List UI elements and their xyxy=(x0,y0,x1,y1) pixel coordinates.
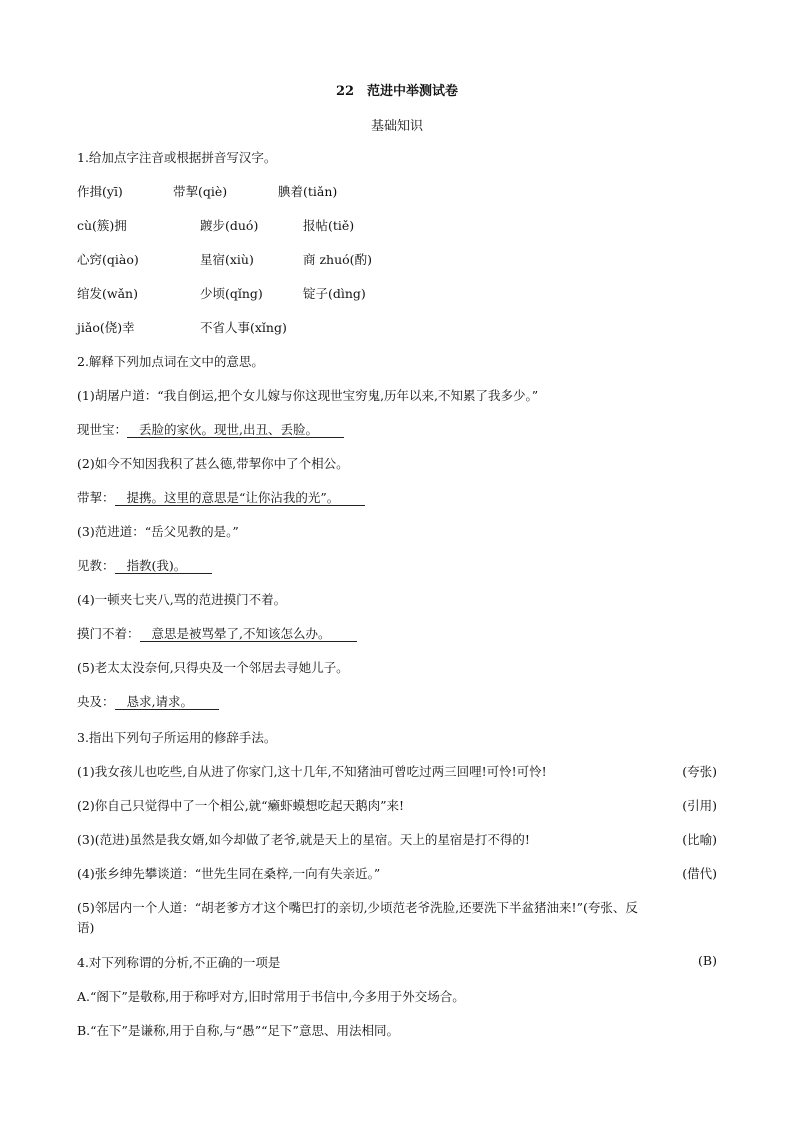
pinyin-item: cù(簇)拥 xyxy=(77,218,127,233)
question-1-stem: 1.给加点字注音或根据拼音写汉字。 xyxy=(77,150,277,165)
q2-answer-line xyxy=(77,488,365,506)
q2-answer: 恳求,请求。 xyxy=(115,694,219,710)
pinyin-item: 星宿(xiù) xyxy=(200,252,254,267)
q2-sentence: (5)老太太没奈何,只得央及一个邻居去寻她儿子。 xyxy=(77,660,349,675)
section-heading: 基础知识 xyxy=(370,119,423,134)
question-2-stem: 2.解释下列加点词在文中的意思。 xyxy=(77,354,264,369)
pinyin-item: 踱步(duó) xyxy=(200,218,259,233)
pinyin-item: 少顷(qǐng) xyxy=(200,286,263,301)
q3-sentence: (4)张乡绅先攀谈道：“世先生同在桑梓,一向有失亲近。” xyxy=(77,866,381,881)
q2-answer-line xyxy=(77,624,357,642)
pinyin-item: 腆着(tiǎn) xyxy=(278,184,338,199)
q2-answer-line xyxy=(77,692,219,710)
q2-term: 现世宝： xyxy=(77,422,128,437)
pinyin-item: 心窍(qiào) xyxy=(77,252,139,267)
pinyin-item: 作揖(yī) xyxy=(77,184,123,199)
q2-answer: 意思是被骂晕了,不知该怎么办。 xyxy=(140,626,357,642)
q2-answer-line xyxy=(77,556,212,574)
q3-sentence: (2)你自己只觉得中了一个相公,就“癞虾蟆想吃起天鹅肉”来! xyxy=(77,798,404,813)
q4-option: A.“阁下”是敬称,用于称呼对方,旧时常用于书信中,今多用于外交场合。 xyxy=(77,989,465,1004)
q2-term: 摸门不着： xyxy=(77,626,140,641)
q3-answer: (比喻) xyxy=(682,832,717,847)
q3-sentence: (1)我女孩儿也吃些,自从进了你家门,这十几年,不知猪油可曾吃过两三回哩!可怜!可怜! xyxy=(77,764,547,779)
pinyin-item: 锭子(dìng) xyxy=(303,286,366,301)
pinyin-item: 不省人事(xǐng) xyxy=(200,320,287,335)
q3-answer: (夸张) xyxy=(682,764,717,779)
q3-sentence: (5)邻居内一个人道：“胡老爹方才这个嘴巴打的亲切,少顷范老爷洗脸,还要洗下半盆猪油来!”(夸张、反 xyxy=(77,900,638,915)
q3-sentence: (3)(范进)虽然是我女婿,如今却做了老爷,就是天上的星宿。天上的星宿是打不得的! xyxy=(77,832,530,847)
q2-sentence: (4)一顿夹七夹八,骂的范进摸门不着。 xyxy=(77,592,287,607)
question-3-stem: 3.指出下列句子所运用的修辞手法。 xyxy=(77,730,277,745)
q3-answer: (引用) xyxy=(682,798,717,813)
pinyin-item: jiǎo(侥)幸 xyxy=(77,320,135,335)
page-title: 22 范进中举测试卷 xyxy=(335,84,459,99)
q2-answer: 提携。这里的意思是“让你沾我的光”。 xyxy=(115,490,366,506)
pinyin-item: 绾发(wǎn) xyxy=(77,286,138,301)
q2-answer: 丢脸的家伙。现世,出丑、丢脸。 xyxy=(127,422,344,438)
q2-sentence: (3)范进道：“岳父见教的是。” xyxy=(77,524,239,539)
q2-answer: 指教(我)。 xyxy=(115,558,213,574)
pinyin-item: 报帖(tiě) xyxy=(303,218,355,233)
q2-term: 带挈： xyxy=(77,490,115,505)
question-4-stem: 4.对下列称谓的分析,不正确的一项是 xyxy=(77,955,281,970)
q2-answer-line xyxy=(77,420,344,438)
pinyin-item: 商 zhuó(酌) xyxy=(303,252,372,267)
q4-option: B.“在下”是谦称,用于自称,与“愚”“足下”意思、用法相同。 xyxy=(77,1023,399,1038)
q2-term: 央及： xyxy=(77,694,115,709)
q2-sentence: (1)胡屠户道：“我自倒运,把个女儿嫁与你这现世宝穷鬼,历年以来,不知累了我多少。” xyxy=(77,388,539,403)
q3-sentence-continuation: 语) xyxy=(77,920,95,935)
pinyin-item: 带挈(qiè) xyxy=(173,184,228,199)
q2-term: 见教： xyxy=(77,558,115,573)
q4-answer: (B) xyxy=(698,953,717,968)
q3-answer: (借代) xyxy=(682,866,717,881)
q2-sentence: (2)如今不知因我积了甚么德,带挈你中了个相公。 xyxy=(77,456,349,471)
